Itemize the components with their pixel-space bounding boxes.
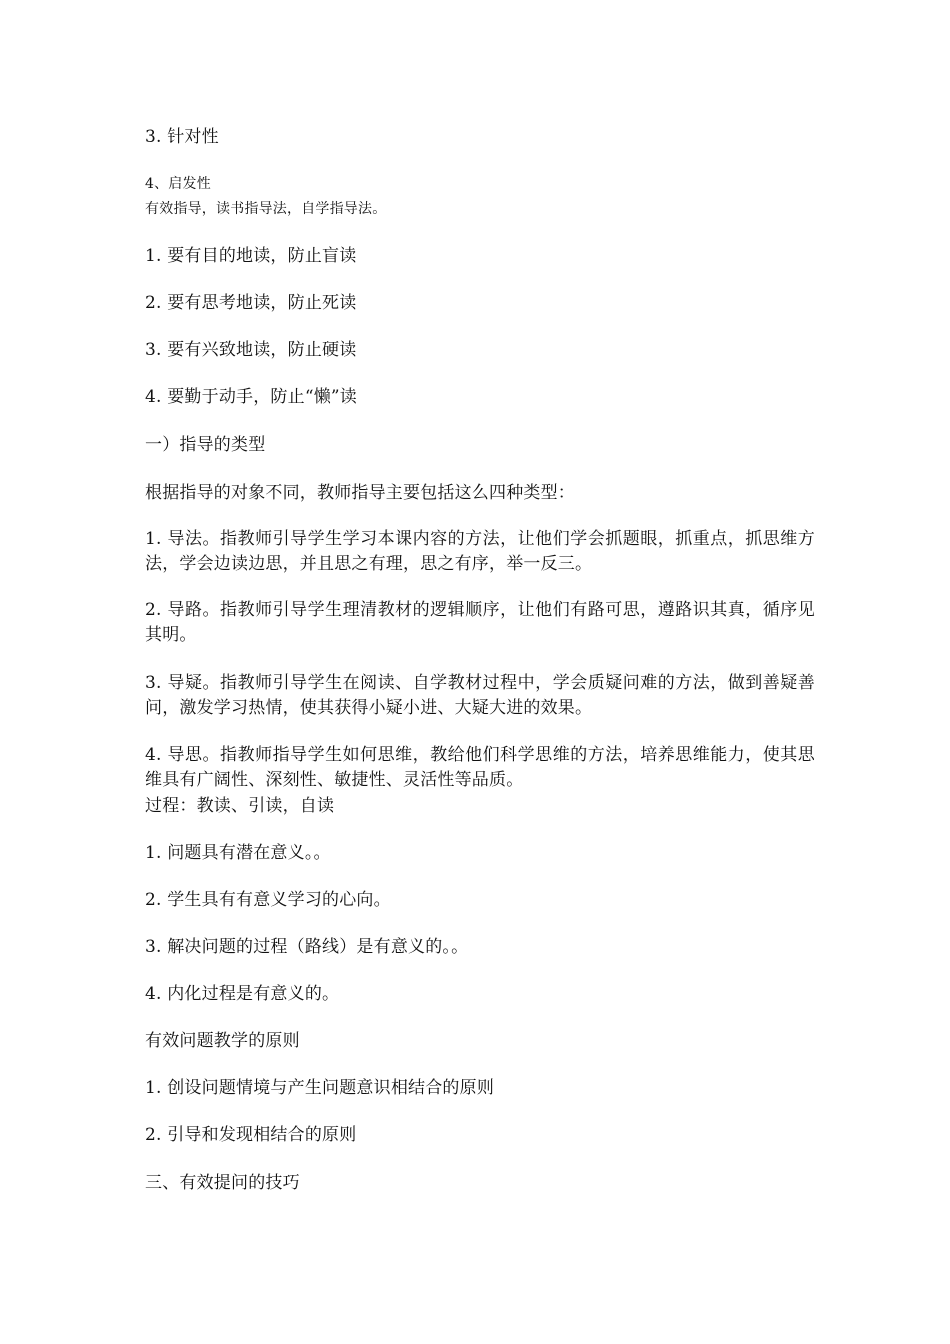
text-line: 4、启发性 <box>145 176 211 192</box>
text-line: 4. 要勤于动手，防止“懒”读 <box>145 387 358 407</box>
text-line: 2. 学生具有有意义学习的心向。 <box>145 890 391 910</box>
text-line: 3. 针对性 <box>145 127 219 147</box>
paragraph: 2. 导路。指教师引导学生理清教材的逻辑顺序，让他们有路可思，遵路识其真，循序见其明。 <box>145 600 815 645</box>
text-line: 4. 内化过程是有意义的。 <box>145 984 340 1004</box>
text-line: 3. 要有兴致地读，防止硬读 <box>145 340 357 360</box>
section-heading: 三、有效提问的技巧 <box>145 1173 300 1193</box>
section-heading: 有效问题教学的原则 <box>145 1031 300 1051</box>
text-line: 1. 创设问题情境与产生问题意识相结合的原则 <box>145 1078 495 1098</box>
text-line: 根据指导的对象不同，教师指导主要包括这么四种类型： <box>145 483 575 503</box>
text-line: 2. 引导和发现相结合的原则 <box>145 1125 357 1145</box>
text-line: 3. 解决问题的过程（路线）是有意义的。。 <box>145 937 469 957</box>
text-line: 有效指导，读书指导法，自学指导法。 <box>145 201 387 217</box>
paragraph: 3. 导疑。指教师引导学生在阅读、自学教材过程中，学会质疑问难的方法，做到善疑善问，激发学习热情，使其获得小疑小进、大疑大进的效果。 <box>145 673 815 718</box>
text-line: 1. 问题具有潜在意义。。 <box>145 843 331 863</box>
text-line: 过程：教读、引读，自读 <box>145 796 335 816</box>
text-line: 2. 要有思考地读，防止死读 <box>145 293 357 313</box>
text-line: 1. 要有目的地读，防止盲读 <box>145 246 357 266</box>
section-heading: 一）指导的类型 <box>145 435 266 455</box>
paragraph: 1. 导法。指教师引导学生学习本课内容的方法，让他们学会抓题眼，抓重点，抓思维方法，学会边读边思，并且思之有理，思之有序，举一反三。 <box>145 529 815 574</box>
paragraph: 4. 导思。指教师指导学生如何思维，教给他们科学思维的方法，培养思维能力，使其思维具有广阔性、深刻性、敏捷性、灵活性等品质。 <box>145 745 815 790</box>
